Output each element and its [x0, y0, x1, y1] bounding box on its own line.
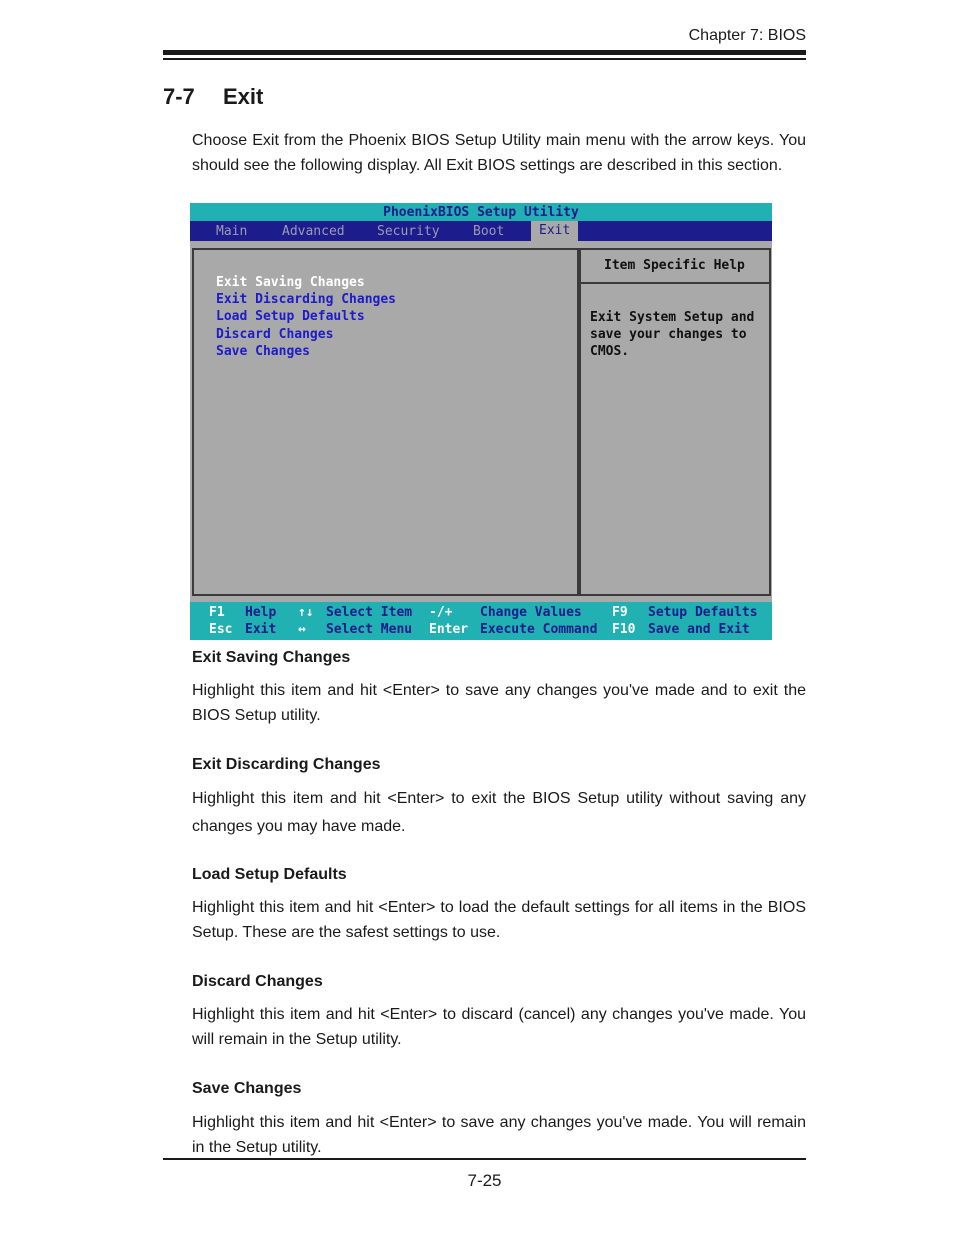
item-heading-exit-discarding: Exit Discarding Changes [192, 756, 381, 773]
item-heading-discard: Discard Changes [192, 973, 323, 990]
intro-paragraph: Choose Exit from the Phoenix BIOS Setup Utility main menu with the arrow keys. You should see the following display. All Exit BIOS settings are described in this section. [192, 132, 806, 174]
bios-menu-main[interactable]: Main [216, 224, 248, 239]
item-text-exit-discarding: Highlight this item and hit <Enter> to exit the BIOS Setup utility without saving any changes you may have made. [192, 790, 806, 835]
bios-help-divider [579, 282, 771, 284]
item-text-exit-saving: Highlight this item and hit <Enter> to save any changes you've made and to exit the BIOS Setup utility. [192, 682, 806, 724]
bios-menu-advanced[interactable]: Advanced [282, 224, 345, 239]
section-number: 7-7 [163, 84, 195, 109]
bios-option-discard[interactable]: Discard Changes [216, 327, 334, 342]
bios-help-line: Exit System Setup and [590, 310, 755, 325]
bios-help-panel [579, 248, 771, 596]
bios-menu-exit[interactable]: Exit [531, 221, 578, 241]
bios-key-desc: Setup Defaults [648, 605, 758, 620]
bios-key: ↑↓ [298, 605, 314, 620]
footer-rule [163, 1158, 806, 1160]
bios-key: -/+ [429, 605, 453, 620]
header-rule-thin [163, 58, 806, 60]
bios-help-line: save your changes to [590, 327, 747, 342]
item-heading-load-defaults: Load Setup Defaults [192, 866, 347, 883]
bios-option-load-defaults[interactable]: Load Setup Defaults [216, 309, 365, 324]
bios-key-desc: Change Values [480, 605, 582, 620]
chapter-header: Chapter 7: BIOS [688, 27, 806, 44]
bios-menu-boot[interactable]: Boot [473, 224, 505, 239]
item-text-save: Highlight this item and hit <Enter> to save any changes you've made. You will remain in the Setup utility. [192, 1114, 806, 1156]
bios-menu-security[interactable]: Security [377, 224, 440, 239]
section-name: Exit [223, 84, 264, 109]
bios-screenshot [190, 203, 772, 640]
bios-help-title: Item Specific Help [604, 258, 745, 273]
header-rule-thick [163, 50, 806, 55]
bios-title-bar [190, 203, 772, 221]
bios-key: ↔ [298, 622, 306, 637]
bios-help-text [590, 309, 765, 360]
bios-key-desc: Select Item [326, 605, 413, 620]
bios-key-desc: Save and Exit [648, 622, 750, 637]
bios-help-line: CMOS. [590, 344, 630, 359]
bios-option-exit-discarding[interactable]: Exit Discarding Changes [216, 292, 397, 307]
bios-key: Esc [209, 622, 233, 637]
bios-key-desc: Execute Command [480, 622, 598, 637]
bios-title: PhoenixBIOS Setup Utility [383, 205, 579, 220]
bios-menu-bar [190, 221, 772, 241]
section-title [163, 84, 263, 110]
bios-key-desc: Exit [245, 622, 277, 637]
bios-key-desc: Select Menu [326, 622, 413, 637]
item-heading-exit-saving: Exit Saving Changes [192, 649, 351, 666]
bios-key: F10 [612, 622, 636, 637]
item-text-load-defaults: Highlight this item and hit <Enter> to load the default settings for all items in the BIOS Setup. These are the safest settings to use. [192, 899, 806, 941]
bios-option-exit-saving[interactable]: Exit Saving Changes [216, 275, 365, 290]
bios-key: F9 [612, 605, 628, 620]
item-heading-save: Save Changes [192, 1080, 302, 1097]
bios-key: Enter [429, 622, 469, 637]
page-number: 7-25 [467, 1171, 502, 1190]
item-text-discard: Highlight this item and hit <Enter> to discard (cancel) any changes you've made. You will remain in the Setup utility. [192, 1006, 806, 1048]
bios-key-desc: Help [245, 605, 277, 620]
bios-option-save[interactable]: Save Changes [216, 344, 310, 359]
bios-key-legend [190, 602, 772, 640]
bios-key: F1 [209, 605, 225, 620]
